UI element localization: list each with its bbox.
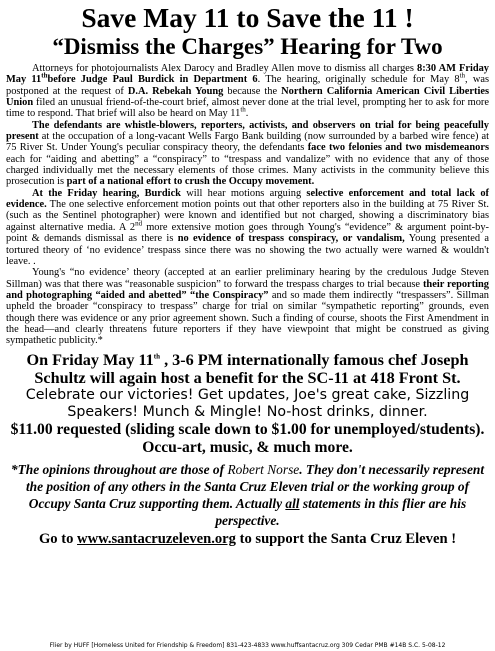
article-body <box>6 63 489 347</box>
paragraph-theory: Young's “no evidence’ theory (accepted at an earlier preliminary hearing by the credulous Judge Steven Sillman) was that there was “reasonable suspicion” to forward the trespass charges to trial because their reporting and photographing “aided and abetted” “the Conspiracy” and so made them indirectly “trespassers”. Sillman upheld the broader “conspiracy to trespass” charge for trial on similar “sympathetic reporting” grounds, even though there was evidence or any prior agreement shown. Such a finding of course, shoots the First Amendment in the head—and clearly threatens future reporters if they have viewpoint that might be construed as giving sympathetic publicity.* <box>6 267 489 347</box>
benefit-announcement: On Friday May 11th , 3-6 PM internationally famous chef Joseph Schultz will again host a benefit for the SC-11 at 418 Front St. <box>26 350 469 387</box>
website-link[interactable]: www.santacruzeleven.org <box>77 530 236 547</box>
benefit-details: Celebrate our victories! Get updates, Joe's great cake, Sizzling Speakers! Munch & Mingle! No-host drinks, dinner. <box>25 386 470 420</box>
subtitle: “Dismiss the Charges” Hearing for Two <box>52 34 443 59</box>
author-name: Robert Norse <box>227 461 300 477</box>
benefit-price: $11.00 requested (sliding scale down to $1.00 for unemployed/students). Occu-art, music, & much more. <box>10 420 485 456</box>
main-title: Save May 11 to Save the 11 ! <box>81 2 414 33</box>
paragraph-motions: At the Friday hearing, Burdick will hear motions arguing selective enforcement and total lack of evidence. The one selective enforcement motion points out that other reporters also in the building at 75 River St. (such as the Sentinel photographer) were known and identified but not charged, showing a discriminatory bias against alternative media. A 2nd more extensive motion goes through Young's “evidence” & argument point-by-point & demands dismissal as there is no evidence of trespass conspiracy, or vandalism, Young presented a tortured theory of ‘no evidence’ trespass since there was no showing the two actually were warned & wouldn't leave. . <box>6 187 490 267</box>
paragraph-defendants: The defendants are whistle-blowers, reporters, activists, and observers on trial for being peacefully present at the occupation of a long-vacant Wells Fargo Bank building (now surrounded by a barbed wire fence) at 75 River St. Under Young's peculiar conspiracy theory, the defendants face two felonies and two misdemeanors each for “aiding and abetting” a “conspiracy” to “trespass and vandalize” with no evidence that any of those charged individually met the necessary elements of those crimes. Many activists in the community believe this prosecution is part of a national effort to crush the Occupy movement. <box>6 119 490 188</box>
footer-credit: Flier by HUFF [Homeless United for Friendship & Freedom] 831-423-4833 www.huffsantacruz.org 309 Cedar PMB #14B S.C. 5-08-12 <box>49 642 446 649</box>
paragraph-hearing: Attorneys for photojournalists Alex Darocy and Bradley Allen move to dismiss all charges 8:30 AM Friday May 11thbefore Judge Paul Burdick in Department 6. The hearing, originally schedule for May 8th, was postponed at the request of D.A. Rebekah Young because the Northern California American Civil Liberties Union filed an unusual friend-of-the-court brief, almost never done at the trial level, prompting her to ask for more time to respond. That brief will also be heard on May 11th. <box>6 63 489 120</box>
disclaimer: *The opinions throughout are those of Robert Norse. They don't necessarily represent the position of any others in the Santa Cruz Eleven trial or the working group of Occupy Santa Cruz supporting them. Actually all statements in this flier are his perspective. <box>10 461 485 528</box>
website-callout: Go to www.santacruzeleven.org to support the Santa Cruz Eleven ! <box>38 530 457 547</box>
